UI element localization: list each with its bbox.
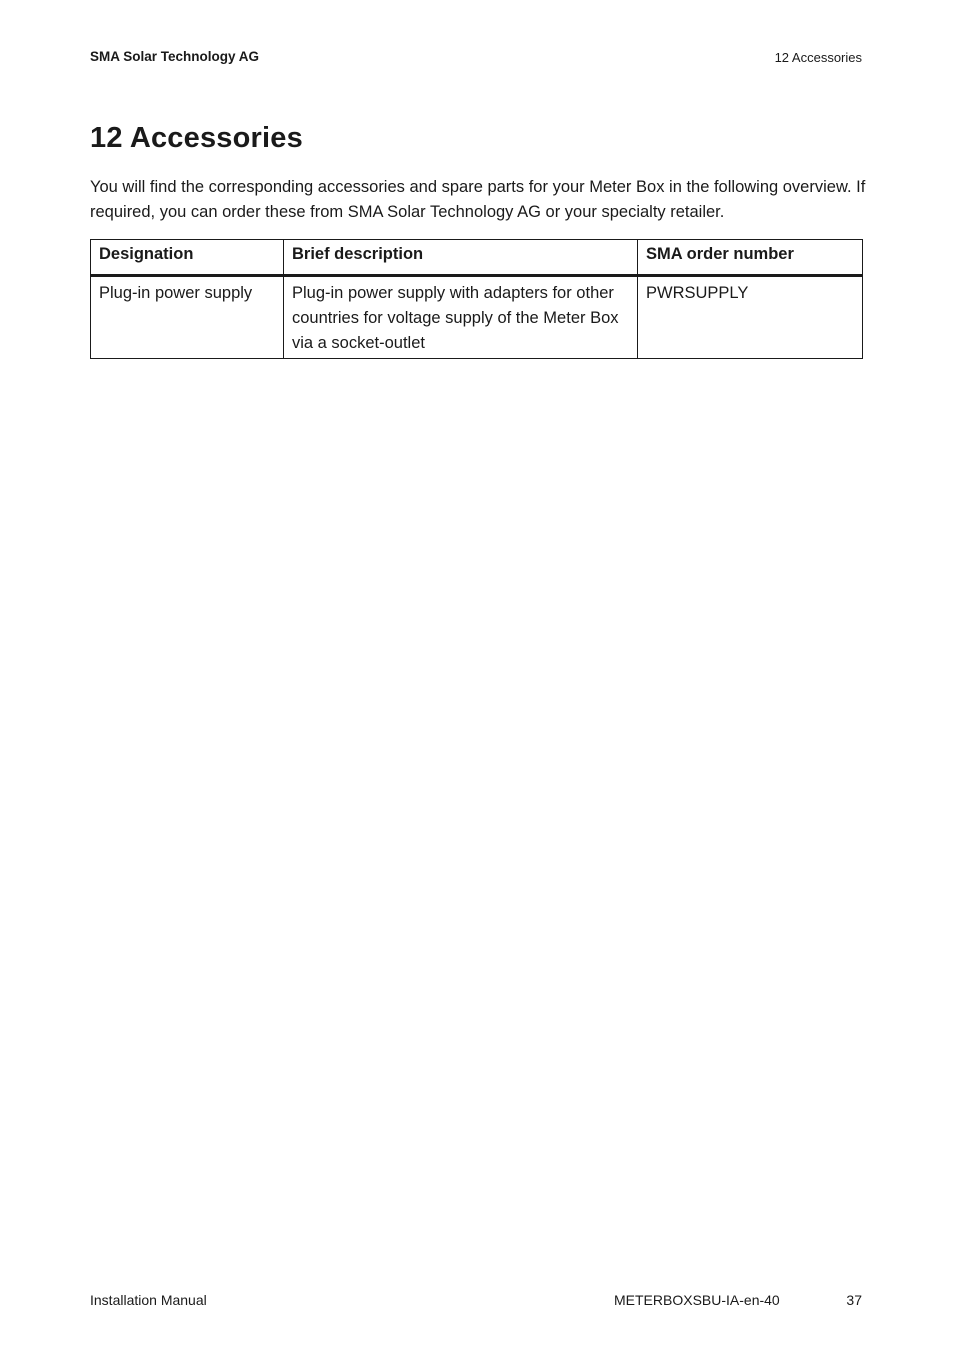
table-header-row: [91, 240, 863, 276]
header-company: SMA Solar Technology AG: [90, 49, 260, 64]
footer-doc-type: Installation Manual: [90, 1292, 207, 1308]
chapter-title: 12 Accessories: [90, 122, 303, 154]
cell-order-number: PWRSUPPLY: [638, 276, 863, 359]
accessories-table: [90, 239, 863, 359]
cell-designation: Plug-in power supply: [91, 276, 284, 359]
cell-description: Plug-in power supply with adapters for other countries for voltage supply of the Meter Box via a socket-outlet: [284, 276, 638, 359]
table-row: [91, 276, 863, 359]
intro-paragraph: You will find the corresponding accessories and spare parts for your Meter Box in the following overview. If required, you can order these from SMA Solar Technology AG or your specialty retailer.: [90, 178, 866, 221]
header-designation: Designation: [91, 240, 284, 276]
footer-doc-code: METERBOXSBU-IA-en-40: [614, 1292, 780, 1308]
header-brief-description: Brief description: [284, 240, 638, 276]
header-section: 12 Accessories: [774, 50, 862, 65]
header-order-number: SMA order number: [638, 240, 863, 276]
footer-page-number: 37: [846, 1292, 862, 1308]
